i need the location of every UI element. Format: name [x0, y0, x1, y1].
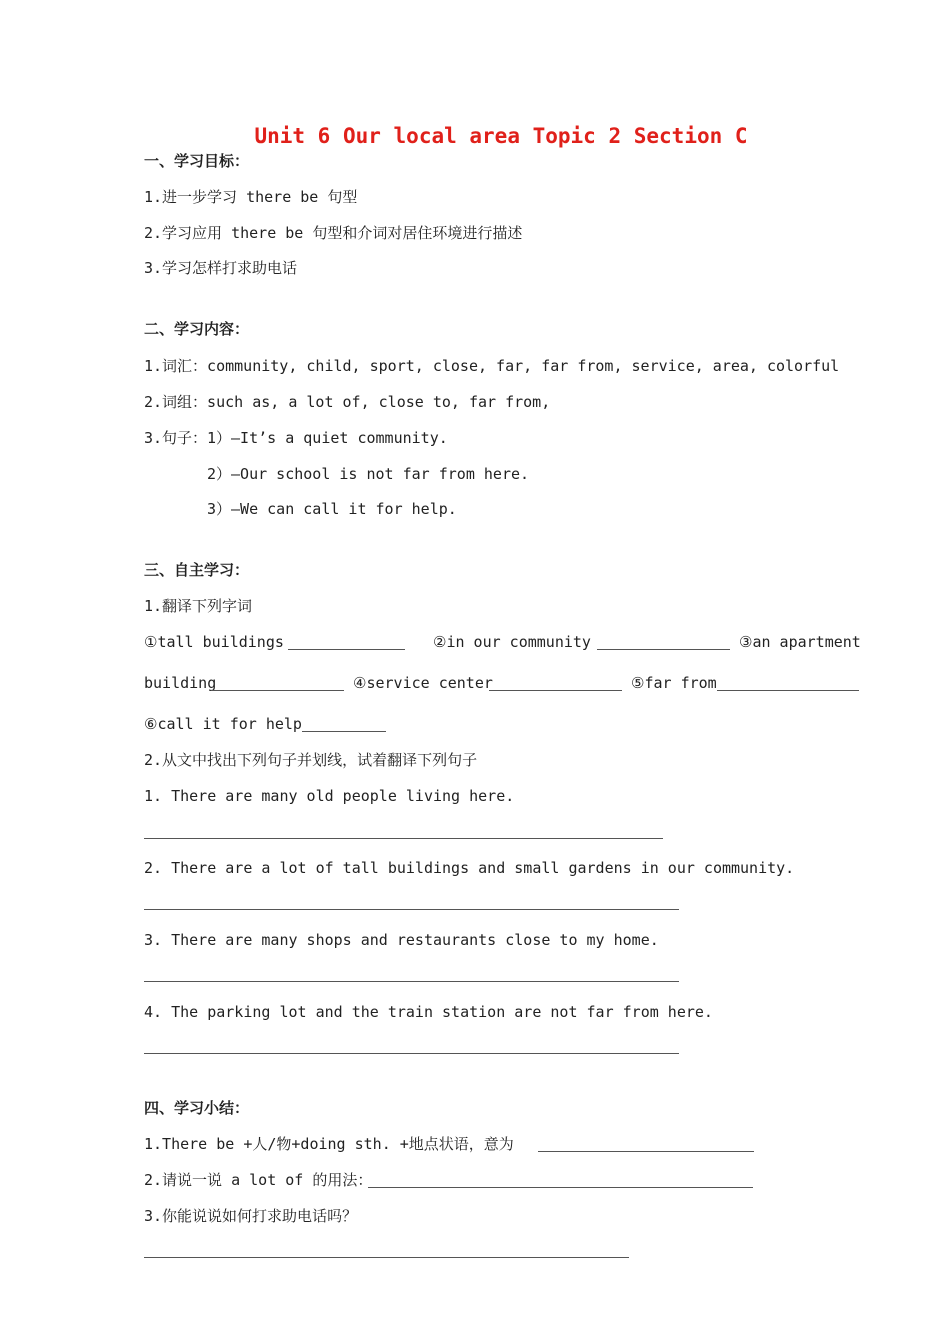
answer-blank[interactable]	[211, 690, 344, 691]
word-apartment: ③an apartment	[739, 633, 861, 651]
answer-blank[interactable]	[368, 1187, 753, 1188]
summary-question: 1.There be +人/物+doing sth. +地点状语，意为	[144, 1135, 514, 1153]
section-1-heading: 一、学习目标：	[144, 152, 250, 170]
answer-line[interactable]	[144, 1257, 629, 1258]
summary-question: 2.请说一说 a lot of 的用法：	[144, 1171, 373, 1189]
section-4-heading: 四、学习小结：	[144, 1099, 250, 1117]
section-2-heading: 二、学习内容：	[144, 320, 250, 338]
word-tall-buildings: ①tall buildings	[144, 633, 284, 651]
page-title: Unit 6 Our local area Topic 2 Section C	[254, 124, 748, 148]
answer-blank[interactable]	[717, 690, 859, 691]
goal-item: 3.学习怎样打求助电话	[144, 259, 298, 277]
answer-blank[interactable]	[302, 731, 386, 732]
word-far-from: ⑤far from	[631, 674, 717, 692]
section-3-heading: 三、自主学习：	[144, 561, 250, 579]
word-in-our-community: ②in our community	[433, 633, 591, 651]
task-2-label: 2.从文中找出下列句子并划线，试着翻译下列句子	[144, 751, 478, 769]
answer-line[interactable]	[144, 1053, 679, 1054]
phrases-line: 2.词组：such as, a lot of, close to, far from,	[144, 393, 551, 411]
goal-item: 1.进一步学习 there be 句型	[144, 188, 358, 206]
translate-sentence: 2. There are a lot of tall buildings and small gardens in our community.	[144, 859, 795, 877]
task-1-label: 1.翻译下列字词	[144, 597, 253, 615]
answer-blank[interactable]	[489, 690, 622, 691]
translate-sentence: 3. There are many shops and restaurants close to my home.	[144, 931, 659, 949]
answer-blank[interactable]	[597, 649, 730, 650]
summary-question: 3.你能说说如何打求助电话吗？	[144, 1207, 358, 1225]
key-sentence: 2）—Our school is not far from here.	[207, 465, 530, 483]
key-sentence: 3）—We can call it for help.	[207, 500, 457, 518]
sentences-label: 3.句子：	[144, 429, 208, 447]
word-call-it-for-help: ⑥call it for help	[144, 715, 302, 733]
translate-sentence: 4. The parking lot and the train station are not far from here.	[144, 1003, 713, 1021]
key-sentence: 1）—It’s a quiet community.	[207, 429, 448, 447]
answer-blank[interactable]	[288, 649, 405, 650]
word-building: building	[144, 674, 217, 692]
translate-sentence: 1. There are many old people living here.	[144, 787, 515, 805]
answer-blank[interactable]	[538, 1151, 754, 1152]
vocab-line: 1.词汇：community, child, sport, close, far, far from, service, area, colorful	[144, 357, 840, 375]
answer-line[interactable]	[144, 981, 679, 982]
goal-item: 2.学习应用 there be 句型和介词对居住环境进行描述	[144, 224, 523, 242]
answer-line[interactable]	[144, 838, 663, 839]
word-service-center: ④service center	[353, 674, 493, 692]
answer-line[interactable]	[144, 909, 679, 910]
